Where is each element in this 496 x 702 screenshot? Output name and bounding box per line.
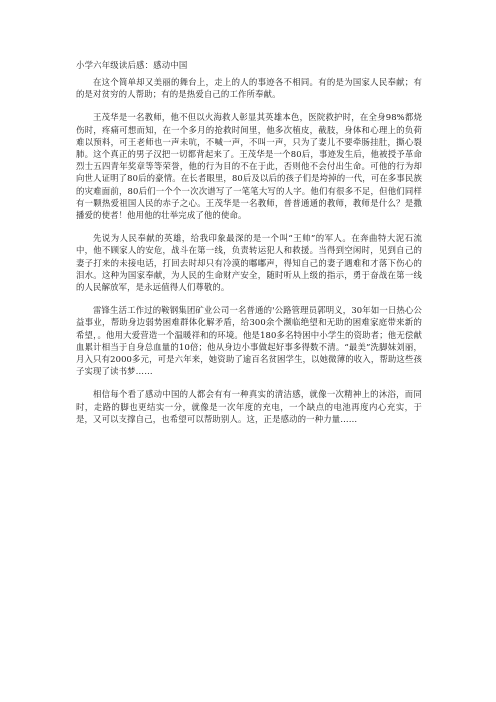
paragraph-wang-maohua: 王茂华是一名教师，他不但以火海救人彰显其英雄本色，医院救护时，在全身98%都烧伤时，疼痛可想而知，在一个多月的抢救时间里，他多次植皮，截肢，身体和心理上的负荷难以预料，可王老师也一声未吭，不喊一声，不叫一声，只为了妻儿不要牵肠挂肚，撕心裂肺。这个真正的男子汉把一切都背起来了。王茂华是一个80后，事迹发生后，他被授予革命烈士五四青年奖章等等荣誉，他的行为目的不在于此，否则他不会付出生命。可他的行为却向世人证明了80后的豪情。在长者眼里，80后及以后的孩子们是垮掉的一代，可在多事民族的灾难面前，80后们一个个一次次谱写了一笔笔大写的人字。他们有很多不足，但他们同样有一颗热爱祖国人民的赤子之心。王茂华是一名教师，普普通通的教师，教师是什么？是撒播爱的使者！他用他的壮举完成了他的使命。 — [76, 112, 422, 221]
document-title: 小学六年级读后感：感动中国 — [76, 60, 188, 70]
paragraph-conclusion: 相信每个看了感动中国的人都会有有一种真实的清洁感，就像一次精神上的沐浴，而同时，走路的脚也更结实一分，就像是一次年度的充电，一个缺点的电池再度内心充实，于是，又可以支撑自己，也希望可以帮助别人。这，正是感动的一种力量…… — [76, 389, 422, 424]
paragraph-intro: 在这个简单却又美丽的舞台上，走上的人的事迹各不相同。有的是为国家人民奉献；有的是对贫穷的人帮助；有的是热爱自己的工作所奉献。 — [76, 77, 422, 100]
paragraph-guo-mingyi: 雷锋生活工作过的鞍钢集团矿业公司一名普通的'公路管理员郭明义，30年如一日热心公益事业，帮助身边弱势困难群体化解矛盾，给300余个濒临绝望和无助的困难家庭带来新的希望，。他用大爱营造一个温暖祥和的环境。他是180多名特困中小学生的资助者；他无偿献血累计相当于自身总血量的10倍；他从身边小事做起好事多得数不清。“最美”洗脚妹刘丽，月入只有2000多元，可是六年来，她资助了逾百名贫困学生，以她微薄的收入，帮助这些孩子实现了读书梦…… — [76, 305, 422, 377]
document-body — [76, 59, 422, 436]
paragraph-wang-shuai: 先说为人民奉献的英雄，给我印象最深的是一个叫“王帅”的军人。在奔曲特大泥石流中，他不顾家人的安危，战斗在第一线，负责转运犯人和救援。当得到空闲时，见到自己的妻子打来的未接电话，打回去时却只有冷漠的嘟嘟声，得知自己的妻子遇难和才落下伤心的泪水。这种为国家奉献，为人民的生命财产安全，随时听从上级的指示，勇于奋战在第一线的人民解放军，是永远值得人们尊敬的。 — [76, 233, 422, 293]
